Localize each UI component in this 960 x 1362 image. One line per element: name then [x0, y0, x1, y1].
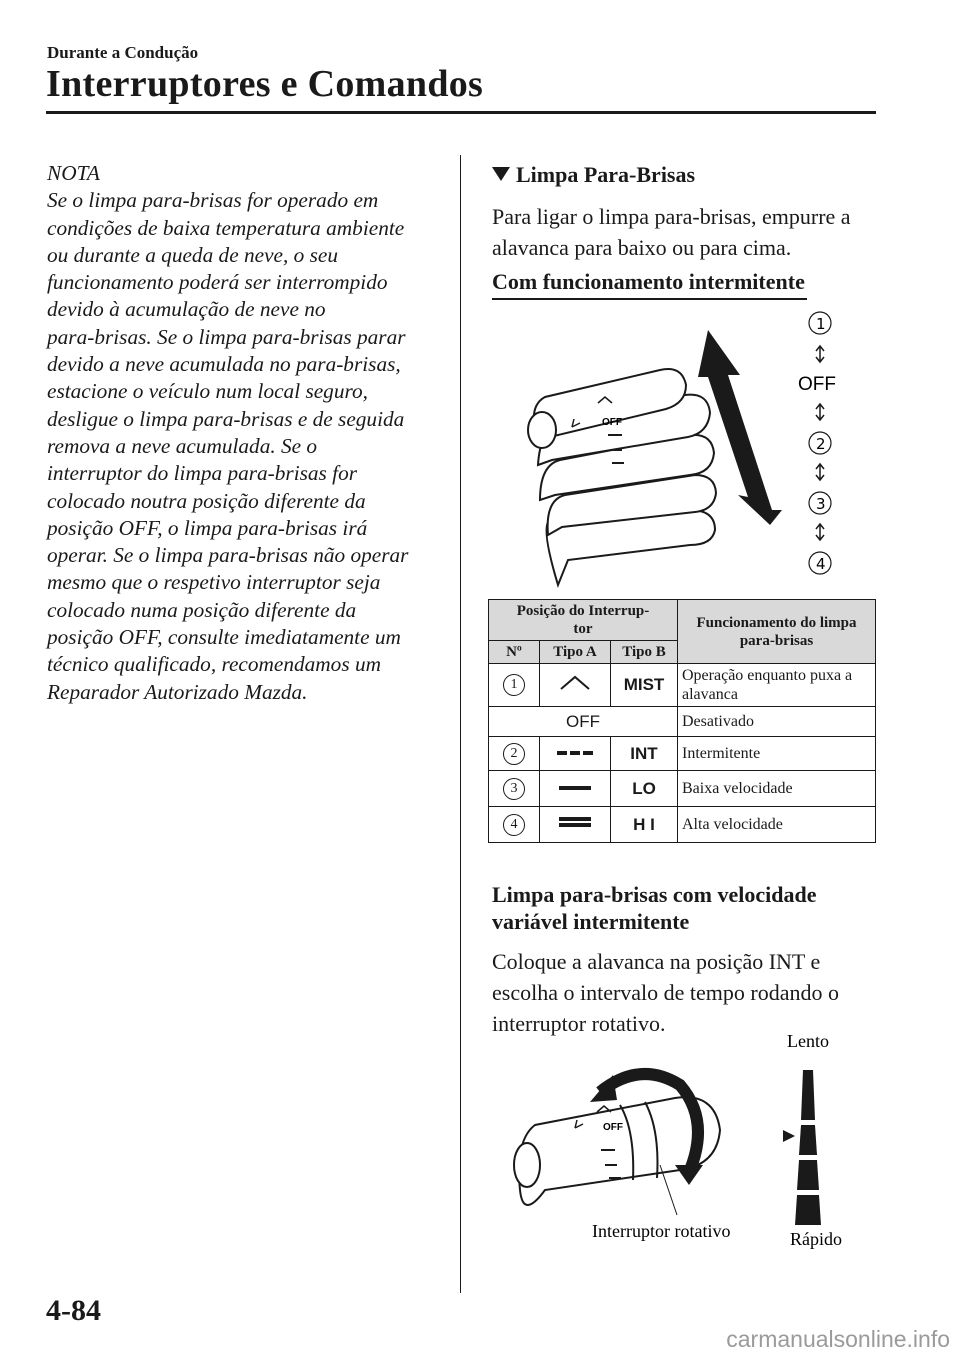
note-line: funcionamento poderá ser interrompido	[47, 270, 388, 295]
intro-paragraph	[492, 201, 872, 263]
speed-scale-segment	[797, 1160, 819, 1190]
speed-scale-segment	[795, 1195, 821, 1225]
note-line: estacione o veículo num local seguro,	[47, 379, 368, 404]
rotary-switch-label: Interruptor rotativo	[592, 1221, 731, 1241]
note-line: operar. Se o limpa para-brisas não operar	[47, 543, 409, 568]
function-text: alavanca	[682, 686, 738, 703]
arrowhead-icon	[590, 1075, 617, 1102]
section-kicker: Durante a Condução	[47, 43, 199, 62]
note-line: interruptor do limpa para-brisas for	[47, 461, 358, 486]
function-cell	[678, 664, 876, 707]
paragraph-line: Coloque a alavanca na posição INT e	[492, 949, 821, 974]
table-header-function	[678, 600, 876, 664]
table-header-type-a: Tipo A	[540, 641, 611, 664]
lever-off-marking: OFF	[603, 1122, 623, 1133]
row-number: 1	[503, 674, 525, 696]
updown-arrow-icon	[816, 404, 824, 420]
title-rule	[46, 111, 876, 114]
table-header-text: para-brisas	[739, 632, 814, 649]
note-line: posição OFF, consulte imediatamente um	[47, 625, 401, 650]
section-heading-text: Limpa Para-Brisas	[516, 162, 696, 187]
note-line: condições de baixa temperatura ambiente	[47, 215, 405, 240]
note-block	[47, 160, 442, 706]
note-line: colocado noutra posição diferente da	[47, 488, 366, 513]
row-number: 4	[503, 814, 525, 836]
int-icon	[555, 748, 595, 758]
type-b-label: H I	[611, 807, 678, 843]
position-off-label: OFF	[798, 374, 836, 395]
note-line: ou durante a queda de neve, o seu	[47, 242, 338, 267]
function-cell: Alta velocidade	[678, 807, 876, 843]
column-divider	[460, 155, 461, 1293]
page-title: Interruptores e Comandos	[46, 63, 484, 105]
updown-arrow-icon	[816, 524, 824, 540]
table-header-text: Posição do Interrup-	[516, 603, 650, 619]
rotary-switch-figure	[505, 1030, 875, 1255]
note-line: posição OFF, o limpa para-brisas irá	[47, 515, 368, 540]
position-3-label: 3	[816, 495, 826, 513]
speed-scale-segment	[799, 1125, 817, 1155]
hi-icon	[555, 815, 595, 829]
subheading-line: variável intermitente	[492, 909, 690, 934]
note-line: mesmo que o respetivo interruptor seja	[47, 570, 381, 595]
function-cell: Desativado	[678, 707, 876, 737]
note-line: Reparador Autorizado Mazda.	[47, 679, 308, 704]
mist-icon	[558, 675, 592, 691]
watermark: carmanualsonline.info	[726, 1326, 950, 1352]
table-row	[489, 664, 876, 707]
row-number: 3	[503, 778, 525, 800]
table-header-no: Nº	[489, 641, 540, 664]
wiper-lever-figure	[490, 305, 870, 590]
type-b-label: MIST	[611, 664, 678, 707]
slow-label: Lento	[787, 1031, 829, 1051]
updown-arrow-icon	[816, 464, 824, 480]
note-line: devido a neve acumulada no para-brisas,	[47, 352, 401, 377]
note-line: colocado numa posição diferente da	[47, 597, 357, 622]
lever-off-marking: OFF	[602, 417, 622, 428]
variable-paragraph	[492, 946, 872, 1039]
paragraph-line: escolha o intervalo de tempo rodando o	[492, 980, 840, 1005]
fast-label: Rápido	[790, 1229, 842, 1249]
position-2-label: 2	[816, 435, 826, 453]
table-row	[489, 807, 876, 843]
table-header-text: tor	[573, 621, 593, 637]
table-row	[489, 771, 876, 807]
table-row	[489, 707, 876, 737]
function-text: Operação enquanto puxa a	[682, 667, 853, 684]
note-line: remova a neve acumulada. Se o	[47, 433, 318, 458]
table-header-text: Funcionamento do limpa	[696, 614, 857, 631]
type-b-label: LO	[611, 771, 678, 807]
paragraph-line: alavanca para baixo ou para cima.	[492, 235, 792, 260]
pointer-arrow-icon	[783, 1130, 795, 1142]
off-label: OFF	[489, 707, 678, 737]
function-cell: Intermitente	[678, 737, 876, 771]
table-header-position	[489, 600, 678, 641]
function-cell: Baixa velocidade	[678, 771, 876, 807]
arrowhead-icon	[675, 1165, 703, 1185]
note-title: NOTA	[47, 161, 100, 185]
position-4-label: 4	[816, 555, 826, 573]
speed-scale-segment	[801, 1070, 815, 1120]
updown-arrow-icon	[816, 346, 824, 362]
note-line: devido à acumulação de neve no	[47, 297, 326, 322]
position-1-label: 1	[816, 315, 826, 333]
note-line: para-brisas. Se o limpa para-brisas parar	[47, 324, 406, 349]
lo-icon	[555, 783, 595, 793]
subheading-variable	[492, 881, 872, 935]
wiper-position-table	[488, 599, 876, 843]
note-line: Se o limpa para-brisas for operado em	[47, 188, 379, 213]
table-row	[489, 737, 876, 771]
paragraph-line: Para ligar o limpa para-brisas, empurre a	[492, 204, 851, 229]
page-number: 4-84	[46, 1294, 101, 1327]
note-line: técnico qualificado, recomendamos um	[47, 652, 381, 677]
lever-end-cap	[514, 1143, 540, 1187]
row-number: 2	[503, 743, 525, 765]
subheading-line: Limpa para-brisas com velocidade	[492, 882, 817, 907]
triangle-down-icon	[492, 167, 510, 181]
section-heading	[492, 162, 695, 188]
type-b-label: INT	[611, 737, 678, 771]
subheading-intermittent: Com funcionamento intermitente	[492, 269, 807, 300]
paragraph-line: interruptor rotativo.	[492, 1011, 666, 1036]
table-header-type-b: Tipo B	[611, 641, 678, 664]
note-line: desligue o limpa para-brisas e de seguida	[47, 406, 405, 431]
lever-end-cap	[528, 412, 556, 448]
